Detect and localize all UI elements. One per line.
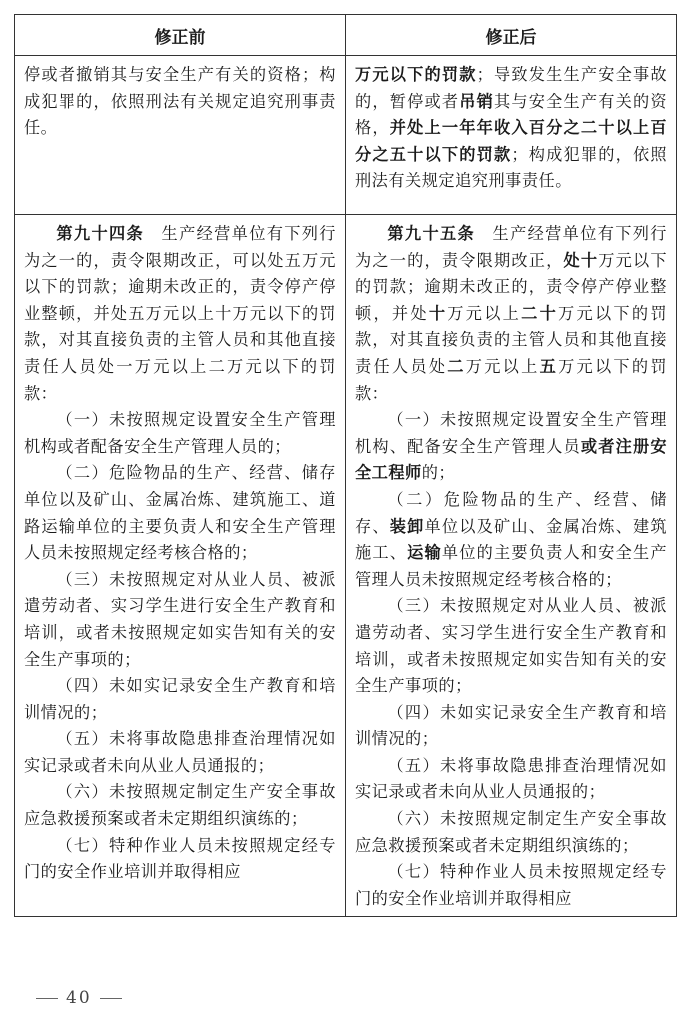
article-94-before [15, 215, 345, 890]
amended-text: 第九十五条 [387, 224, 476, 243]
article-clause [355, 407, 667, 487]
amended-text: 二十 [521, 303, 559, 323]
amended-text: 五 [539, 356, 559, 376]
text-run: （一）未按照规定设置安全生产管理机构、配备安全生产管理人员 [355, 410, 667, 456]
page-footer [28, 988, 130, 1008]
text-run: （一）未按照规定设置安全生产管理机构或者配备安全生产管理人员的； [24, 410, 336, 456]
article-clause [24, 779, 336, 832]
text-run: 的； [421, 463, 456, 483]
amended-text: 二 [447, 356, 466, 376]
article-clause [355, 700, 667, 753]
article-95-after [346, 215, 676, 916]
article-lead-paragraph [355, 221, 667, 407]
cell-before-article [15, 215, 346, 917]
page-number: 40 [66, 988, 92, 1008]
amended-text: 并处上一年年收入百分之二十以上百分之五十以下的罚款 [355, 118, 668, 164]
text-run: 万元以上 [447, 303, 522, 323]
amended-text: 吊销 [459, 91, 494, 111]
text-run: （二）危险物品的生产、经营、储存、 [355, 489, 667, 536]
article-clause [24, 407, 336, 460]
text-run: 万元以下的罚款，对其直接负责的主管人员和其他直接责任人员处 [355, 303, 668, 376]
article-clause [355, 593, 667, 699]
text-run: ；构成犯罪的，依照刑法有关规定追究刑事责任。 [355, 144, 668, 191]
article-lead-paragraph [24, 221, 336, 407]
article-clause [355, 487, 667, 593]
row-article [15, 215, 677, 917]
article-clause [24, 567, 336, 673]
header-after: 修正后 [346, 15, 677, 56]
text-run: （六）未按照规定制定生产安全事故应急救援预案或者未定期组织演练的； [355, 809, 667, 855]
text-run: （五）未将事故隐患排查治理情况如实记录或者未向从业人员通报的； [24, 729, 336, 775]
text-run: （四）未如实记录安全生产教育和培训情况的； [24, 676, 336, 722]
article-clause [24, 833, 336, 886]
amended-text: 运输 [407, 543, 442, 563]
text-run: （六）未按照规定制定生产安全事故应急救援预案或者未定期组织演练的； [24, 782, 336, 829]
text-run: （七）特种作业人员未按照规定经专门的安全作业培训并取得相应 [24, 835, 336, 882]
article-clause [355, 859, 667, 912]
amended-text: 万元以下的罚款 [355, 65, 477, 84]
cell-after-article [346, 215, 677, 917]
article-clause [24, 726, 336, 779]
text-run: ；导致发生生产安全事故的，暂停或者 [355, 65, 668, 111]
amended-text: 第九十四条 [56, 224, 145, 243]
text-run: 万元以下的罚款： [355, 356, 668, 403]
text-run: 生产经营单位有下列行为之一的，责令限期改正， [355, 224, 667, 270]
text-run: 单位的主要负责人和安全生产管理人员未按照规定经考核合格的； [355, 543, 668, 589]
amended-text: 处 [563, 250, 581, 270]
article-clause [24, 460, 336, 566]
article-clause [355, 806, 667, 859]
article-clause [355, 753, 667, 806]
text-run: （三）未按照规定对从业人员、被派遣劳动者、实习学生进行安全生产教育和培训，或者未按照规定如实告知有关的安全生产事项的； [24, 569, 336, 669]
text-run: （七）特种作业人员未按照规定经专门的安全作业培训并取得相应 [355, 862, 667, 908]
cell-before-continuation [15, 56, 346, 215]
amended-text: 装卸 [389, 516, 425, 536]
amended-text: 或者注册安全工程师 [355, 436, 668, 483]
text-run: 单位以及矿山、金属冶炼、建筑施工、 [355, 516, 668, 563]
text-run: （二）危险物品的生产、经营、储存单位以及矿山、金属冶炼、建筑施工、道路运输单位的主要负责人和安全生产管理人员未按照规定经考核合格的； [24, 463, 336, 563]
footer-dash-right [100, 998, 122, 999]
cell-after-continuation [346, 56, 677, 215]
comparison-table [14, 14, 677, 917]
text-run: （三）未按照规定对从业人员、被派遣劳动者、实习学生进行安全生产教育和培训，或者未按照规定如实告知有关的安全生产事项的； [355, 596, 667, 696]
text-run: 生产经营单位有下列行为之一的，责令限期改正，可以处五万元以下的罚款；逾期未改正的，责令停产停业整顿，并处五万元以上十万元以下的罚款，对其直接负责的主管人员和其他直接责任人员处一万元以上二万元以下的罚款： [24, 224, 336, 403]
amended-text: 十 [428, 303, 448, 323]
article-clause [24, 673, 336, 726]
footer-dash-left [36, 998, 58, 999]
header-row [15, 15, 677, 56]
text-run: 万元以下的罚款；逾期未改正的，责令停产停业整顿，并处 [355, 250, 668, 323]
before-continuation-text: 停或者撤销其与安全生产有关的资格；构成犯罪的，依照刑法有关规定追究刑事责任。 [24, 65, 336, 138]
text-run: 其与安全生产有关的资格， [355, 91, 668, 138]
header-before: 修正前 [15, 15, 346, 56]
after-continuation-text [355, 62, 667, 195]
text-run: 万元以上 [465, 356, 540, 376]
text-run: （五）未将事故隐患排查治理情况如实记录或者未向从业人员通报的； [355, 755, 667, 802]
row-continuation [15, 56, 677, 215]
amended-text: 十 [580, 250, 599, 270]
text-run: （四）未如实记录安全生产教育和培训情况的； [355, 702, 667, 749]
